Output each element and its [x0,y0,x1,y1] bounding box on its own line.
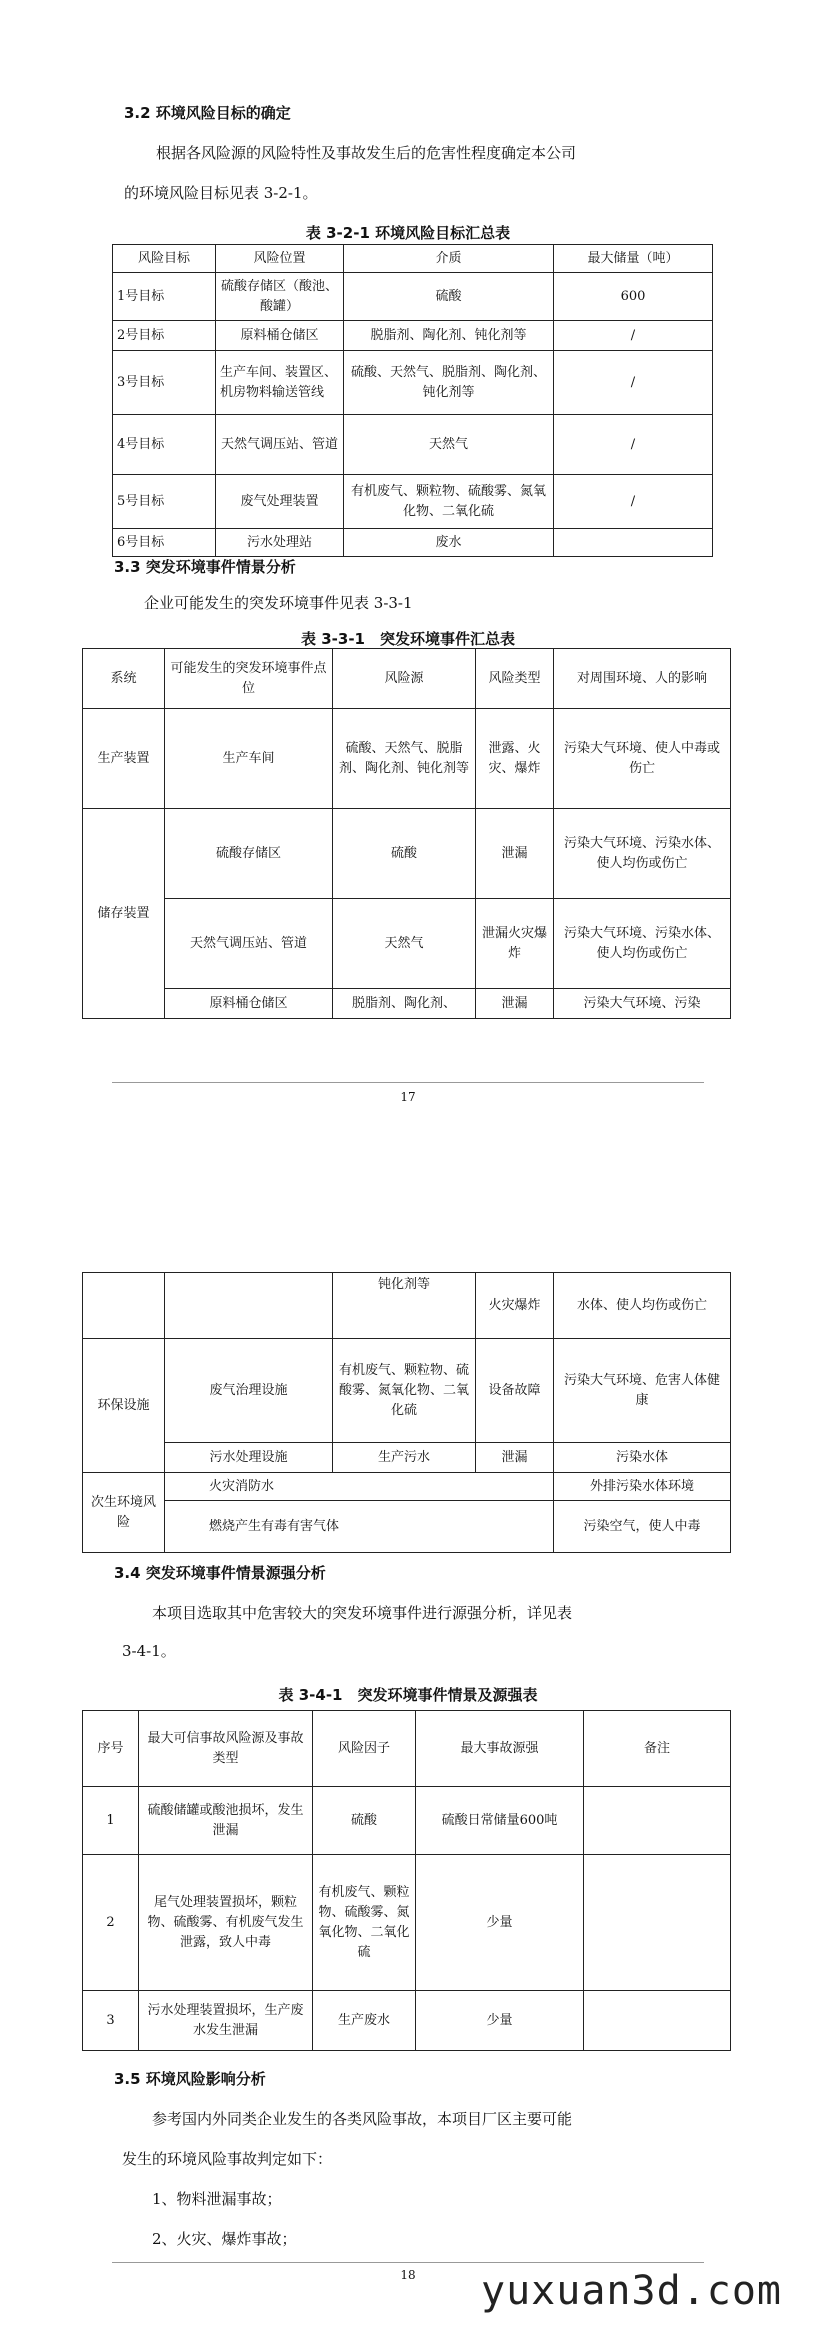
table-row [113,415,713,475]
table-cell: 水体、使人均伤或伤亡 [554,1273,731,1339]
section-3-5-list-item: 2、火灾、爆炸事故； [152,2230,297,2248]
table-cell: 污染大气环境、使人中毒或伤亡 [554,709,731,809]
table-cell: 有机废气、颗粒物、硫酸雾、氮氧化物、二氧化硫 [344,475,554,529]
table-row [83,899,731,989]
table-cell: 4号目标 [113,415,216,475]
table-cell: 天然气调压站、管道 [165,899,333,989]
table-cell: 硫酸、天然气、脱脂剂、陶化剂、钝化剂等 [333,709,476,809]
table-3-4-1-caption: 表 3-4-1 突发环境事件情景及源强表 [278,1686,538,1704]
table-cell: 天然气 [344,415,554,475]
page-footer-rule [112,2262,704,2263]
table-cell [83,1273,165,1339]
section-3-4-para-line2: 3-4-1。 [122,1642,176,1660]
table-cell: 2号目标 [113,321,216,351]
table-row [113,245,713,273]
table-row [113,321,713,351]
table-row [83,1711,731,1787]
table-3-3-1-caption: 表 3-3-1 突发环境事件汇总表 [301,630,515,648]
table-cell [165,1273,333,1339]
table-cell: / [554,475,713,529]
table-header-cell: 风险因子 [313,1711,416,1787]
table-row [83,1443,731,1473]
table-cell: 燃烧产生有毒有害气体 [165,1501,554,1553]
table-row [83,809,731,899]
table-cell: 硫酸 [333,809,476,899]
table-cell: 泄漏火灾爆炸 [476,899,554,989]
table-cell: 钝化剂等 [333,1273,476,1339]
table-cell: 废气处理装置 [216,475,344,529]
table-cell: 污染水体 [554,1443,731,1473]
table-cell: 硫酸存储区 [165,809,333,899]
table-cell: 生产污水 [333,1443,476,1473]
table-cell: 硫酸 [313,1787,416,1855]
page-number: 17 [400,1090,416,1104]
table-cell: 原料桶仓储区 [165,989,333,1019]
table-header-cell: 风险位置 [216,245,344,273]
table-cell: 有机废气、颗粒物、硫酸雾、氮氧化物、二氧化硫 [313,1855,416,1991]
section-3-4-para-line1: 本项目选取其中危害较大的突发环境事件进行源强分析，详见表 [152,1604,573,1622]
table-cell: 设备故障 [476,1339,554,1443]
table-cell: 硫酸 [344,273,554,321]
section-3-3-para: 企业可能发生的突发环境事件见表 3-3-1 [144,594,413,612]
table-header-cell: 最大储量（吨） [554,245,713,273]
table-row [113,273,713,321]
page-number: 18 [400,2268,416,2282]
watermark-text: yuxuan3d.com [481,2268,782,2314]
table-cell: 原料桶仓储区 [216,321,344,351]
table-cell: 有机废气、颗粒物、硫酸雾、氮氧化物、二氧化硫 [333,1339,476,1443]
table-cell: 1号目标 [113,273,216,321]
table-cell: 少量 [416,1991,584,2051]
table-header-cell: 风险类型 [476,649,554,709]
table-cell: 生产车间、装置区、机房物料输送管线 [216,351,344,415]
table-cell: 污水处理站 [216,529,344,557]
table-cell [554,529,713,557]
page-footer-rule [112,1082,704,1083]
table-header-cell: 对周围环境、人的影响 [554,649,731,709]
table-row [83,649,731,709]
table-cell: 储存装置 [83,809,165,1019]
table-cell: 6号目标 [113,529,216,557]
table-header-cell: 可能发生的突发环境事件点位 [165,649,333,709]
table-cell: 5号目标 [113,475,216,529]
table-header-cell: 风险源 [333,649,476,709]
table-cell: 1 [83,1787,139,1855]
table-cell: 废水 [344,529,554,557]
table-cell: 泄露、火灾、爆炸 [476,709,554,809]
table-header-cell: 序号 [83,1711,139,1787]
table-cell: 硫酸日常储量600吨 [416,1787,584,1855]
table-row [113,351,713,415]
table-cell: 硫酸储罐或酸池损坏，发生泄漏 [139,1787,313,1855]
section-3-2-para-line2: 的环境风险目标见表 3-2-1。 [124,184,318,202]
table-cell: / [554,351,713,415]
table-row [83,989,731,1019]
table-cell: 2 [83,1855,139,1991]
table-cell: 污染大气环境、污染水体、使人均伤或伤亡 [554,899,731,989]
table-row [83,1473,731,1501]
table-3-3-1-part1 [82,648,731,1019]
table-cell: 硫酸、天然气、脱脂剂、陶化剂、钝化剂等 [344,351,554,415]
table-row [83,1787,731,1855]
table-cell: 泄漏 [476,1443,554,1473]
table-header-cell: 介质 [344,245,554,273]
table-cell: 污水处理设施 [165,1443,333,1473]
section-3-4-heading: 3.4 突发环境事件情景源强分析 [114,1564,326,1582]
section-3-2-para-line1: 根据各风险源的风险特性及事故发生后的危害性程度确定本公司 [156,144,577,162]
table-cell: 硫酸存储区（酸池、酸罐） [216,273,344,321]
table-cell: 火灾消防水 [165,1473,554,1501]
table-cell: 脱脂剂、陶化剂、 [333,989,476,1019]
table-row [113,529,713,557]
table-cell: 尾气处理装置损坏，颗粒物、硫酸雾、有机废气发生泄露，致人中毒 [139,1855,313,1991]
table-cell: 脱脂剂、陶化剂、钝化剂等 [344,321,554,351]
table-3-3-1-part2 [82,1272,731,1553]
table-3-4-1 [82,1710,731,2051]
section-3-5-para-line1: 参考国内外同类企业发生的各类风险事故，本项目厂区主要可能 [152,2110,573,2128]
table-row [113,475,713,529]
section-3-5-list-item: 1、物料泄漏事故； [152,2190,282,2208]
table-cell: 污染大气环境、污染水体、使人均伤或伤亡 [554,809,731,899]
table-header-cell: 备注 [584,1711,731,1787]
section-3-2-heading: 3.2 环境风险目标的确定 [124,104,291,122]
table-header-cell: 系统 [83,649,165,709]
table-cell: 污染空气，使人中毒 [554,1501,731,1553]
section-3-5-para-line2: 发生的环境风险事故判定如下： [122,2150,333,2168]
table-cell: 生产装置 [83,709,165,809]
table-cell: 次生环境风险 [83,1473,165,1553]
table-header-cell: 风险目标 [113,245,216,273]
table-cell: 污水处理装置损坏，生产废水发生泄漏 [139,1991,313,2051]
table-row [83,1991,731,2051]
section-3-5-heading: 3.5 环境风险影响分析 [114,2070,266,2088]
table-cell: 泄漏 [476,989,554,1019]
table-row [83,1273,731,1339]
table-row [83,1501,731,1553]
table-cell: 污染大气环境、危害人体健康 [554,1339,731,1443]
table-cell: 泄漏 [476,809,554,899]
table-3-2-1 [112,244,713,557]
table-cell: 3 [83,1991,139,2051]
table-cell: 天然气调压站、管道 [216,415,344,475]
table-row [83,1855,731,1991]
table-cell: 污染大气环境、污染 [554,989,731,1019]
table-cell: / [554,321,713,351]
table-cell: 天然气 [333,899,476,989]
table-cell [584,1787,731,1855]
table-cell: 少量 [416,1855,584,1991]
table-cell: 生产车间 [165,709,333,809]
table-cell: 环保设施 [83,1339,165,1473]
table-header-cell: 最大可信事故风险源及事故类型 [139,1711,313,1787]
table-header-cell: 最大事故源强 [416,1711,584,1787]
table-cell [584,1991,731,2051]
table-row [83,709,731,809]
table-3-2-1-caption: 表 3-2-1 环境风险目标汇总表 [305,224,511,242]
table-cell: 600 [554,273,713,321]
table-cell: 生产废水 [313,1991,416,2051]
table-cell: 火灾爆炸 [476,1273,554,1339]
table-cell: 外排污染水体环境 [554,1473,731,1501]
table-cell [584,1855,731,1991]
table-row [83,1339,731,1443]
table-cell: / [554,415,713,475]
table-cell: 3号目标 [113,351,216,415]
section-3-3-heading: 3.3 突发环境事件情景分析 [114,558,296,576]
table-cell: 废气治理设施 [165,1339,333,1443]
